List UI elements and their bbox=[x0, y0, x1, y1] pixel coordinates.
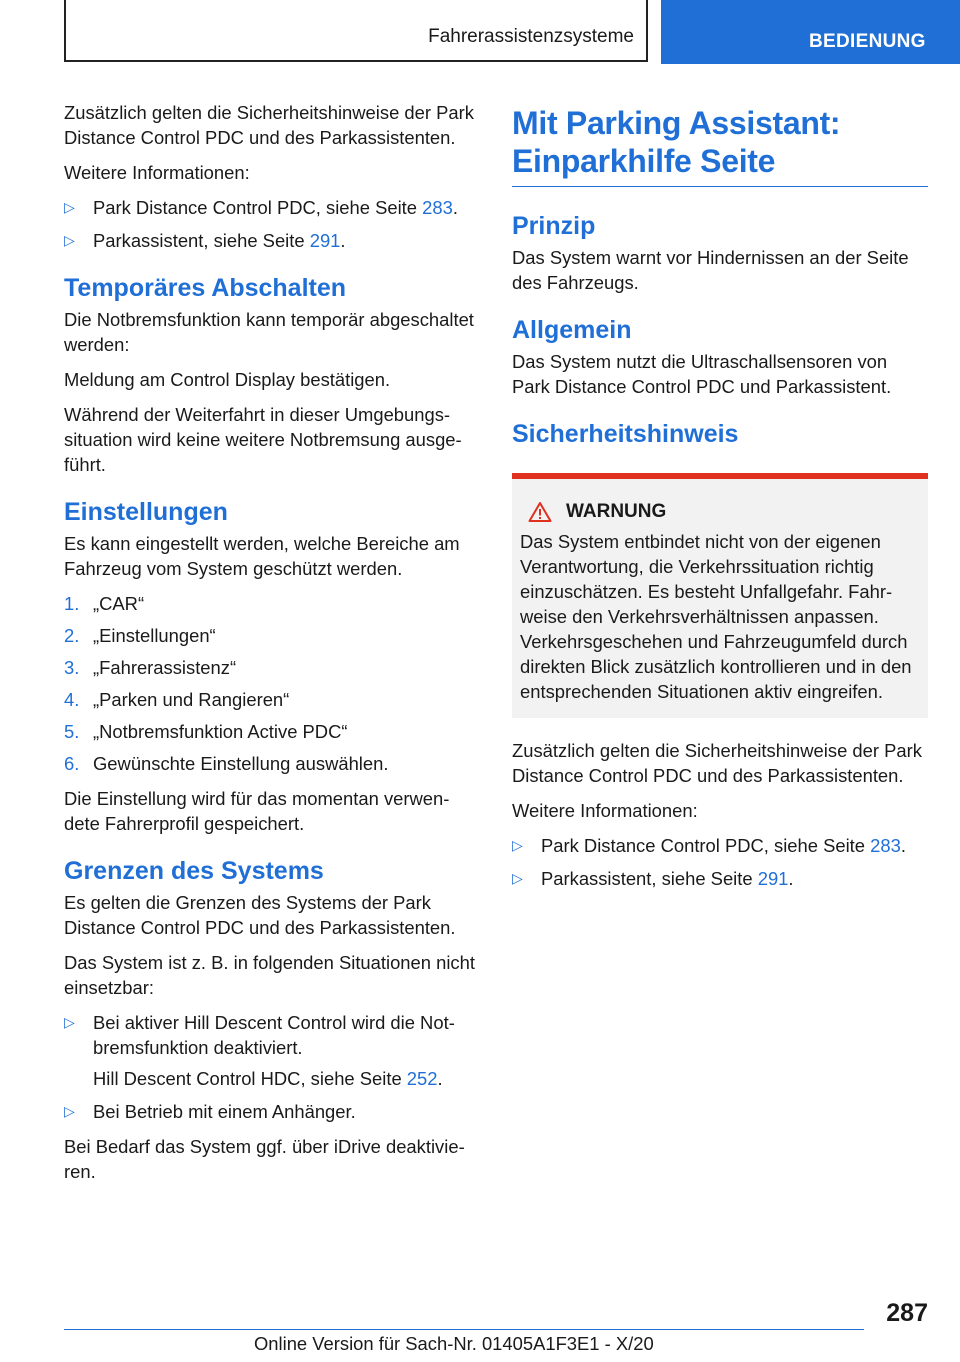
page-link[interactable]: 291 bbox=[757, 868, 789, 889]
intro-paragraph: Zusätzlich gelten die Sicherheitshinweise der Park Distance Control PDC und des Parkassistenten. bbox=[512, 740, 922, 786]
paragraph: Es gelten die Grenzen des Systems der Park Distance Control PDC und des Parkassistenten. bbox=[64, 892, 456, 938]
footer-divider bbox=[64, 1329, 864, 1330]
heading-temporary-off: Temporäres Abschalten bbox=[64, 274, 347, 302]
warning-triangle-icon bbox=[528, 501, 552, 523]
triangle-bullet-icon: ▷ bbox=[64, 199, 75, 215]
list-item: ▷ Bei Betrieb mit einem Anhänger. bbox=[64, 1101, 356, 1122]
triangle-bullet-icon: ▷ bbox=[512, 870, 523, 886]
heading-safety: Sicherheitshinweis bbox=[512, 420, 739, 448]
list-item: ▷ Park Distance Control PDC, siehe Seite 283. bbox=[64, 197, 458, 218]
step-number: 6. bbox=[64, 753, 80, 774]
paragraph: Die Notbremsfunktion kann temporär abgeschaltet werden: bbox=[64, 309, 474, 355]
page-number: 287 bbox=[886, 1299, 928, 1327]
section-title-parking-assistant: Mit Parking Assistant: Einparkhilfe Seite bbox=[512, 104, 928, 187]
page-link[interactable]: 252 bbox=[406, 1068, 438, 1089]
step-item: 3. „Fahrerassistenz“ bbox=[64, 657, 237, 678]
list-item: ▷ Park Distance Control PDC, siehe Seite 283. bbox=[512, 835, 906, 856]
more-info-label: Weitere Informationen: bbox=[64, 162, 250, 183]
heading-settings: Einstellungen bbox=[64, 498, 228, 526]
warning-header bbox=[520, 501, 920, 523]
intro-paragraph: Zusätzlich gelten die Sicherheitshinweise der Park Distance Control PDC und des Parkassistenten. bbox=[64, 102, 474, 148]
warning-label: WARNUNG bbox=[566, 501, 667, 522]
step-number: 3. bbox=[64, 657, 80, 678]
step-item: 1. „CAR“ bbox=[64, 593, 145, 614]
paragraph: Es kann eingestellt werden, welche Bereiche am Fahrzeug vom System geschützt werden. bbox=[64, 533, 460, 579]
reference-list bbox=[64, 195, 478, 253]
triangle-bullet-icon: ▷ bbox=[64, 232, 75, 248]
step-number: 2. bbox=[64, 625, 80, 646]
page-link[interactable]: 291 bbox=[309, 230, 341, 251]
chapter-label: BEDIENUNG bbox=[809, 31, 926, 52]
paragraph: Das System nutzt die Ultraschallsensoren von Park Distance Control PDC und Parkassistent. bbox=[512, 351, 892, 397]
heading-general: Allgemein bbox=[512, 316, 632, 344]
list-item: ▷ Bei aktiver Hill Descent Control wird die Notbremsfunktion deaktiviert. Hill Descent Control HDC, siehe Seite 252. bbox=[64, 1010, 478, 1091]
warning-text: Das System entbindet nicht von der eigenen Verantwortung, die Verkehrssituation richtig einzuschätzen. Es besteht Unfallgefahr. Fahrweise den Verkehrsverhältnissen anpassen. Verkehrsgeschehen und Fahrzeugumfeld durch direkten Blick zusätzlich kontrollieren und in den entsprechenden Situationen aktiv eingreifen. bbox=[520, 531, 912, 702]
paragraph: Das System warnt vor Hindernissen an der Seite des Fahrzeugs. bbox=[512, 247, 909, 293]
warning-box bbox=[512, 473, 928, 718]
page-link[interactable]: 283 bbox=[870, 835, 901, 856]
left-column bbox=[64, 100, 478, 1194]
step-number: 5. bbox=[64, 721, 80, 742]
list-item: ▷ Parkassistent, siehe Seite 291. bbox=[64, 230, 346, 251]
footer-online-version: Online Version für Sach-Nr. 01405A1F3E1 - X/20 bbox=[254, 1333, 654, 1354]
heading-principle: Prinzip bbox=[512, 212, 596, 240]
paragraph: Bei Bedarf das System ggf. über iDrive deaktivieren. bbox=[64, 1136, 465, 1182]
reference-list bbox=[512, 833, 928, 891]
section-title: Fahrerassistenzsysteme bbox=[428, 26, 634, 47]
chapter-tab[interactable] bbox=[661, 0, 960, 64]
paragraph: Meldung am Control Display bestätigen. bbox=[64, 369, 391, 390]
running-header bbox=[64, 0, 648, 62]
step-item: 2. „Einstellungen“ bbox=[64, 625, 216, 646]
step-number: 4. bbox=[64, 689, 80, 710]
steps-list bbox=[64, 591, 478, 776]
heading-system-limits: Grenzen des Systems bbox=[64, 857, 324, 885]
paragraph: Das System ist z. B. in folgenden Situationen nicht einsetzbar: bbox=[64, 952, 475, 998]
sub-reference: Hill Descent Control HDC, siehe Seite 252. bbox=[93, 1068, 443, 1089]
paragraph: Die Einstellung wird für das momentan verwendete Fahrerprofil gespeichert. bbox=[64, 788, 450, 834]
page-link[interactable]: 283 bbox=[422, 197, 453, 218]
list-item: ▷ Parkassistent, siehe Seite 291. bbox=[512, 868, 794, 889]
triangle-bullet-icon: ▷ bbox=[64, 1103, 75, 1119]
step-item: 5. „Notbremsfunktion Active PDC“ bbox=[64, 721, 348, 742]
step-item: 4. „Parken und Rangieren“ bbox=[64, 689, 290, 710]
right-column bbox=[512, 100, 928, 901]
limits-list bbox=[64, 1010, 478, 1124]
more-info-label: Weitere Informationen: bbox=[512, 800, 698, 821]
triangle-bullet-icon: ▷ bbox=[64, 1014, 75, 1030]
step-item: 6. Gewünschte Einstellung auswählen. bbox=[64, 753, 389, 774]
step-number: 1. bbox=[64, 593, 80, 614]
paragraph: Während der Weiterfahrt in dieser Umgebungssituation wird keine weitere Notbremsung ausgeführt. bbox=[64, 404, 462, 475]
triangle-bullet-icon: ▷ bbox=[512, 837, 523, 853]
